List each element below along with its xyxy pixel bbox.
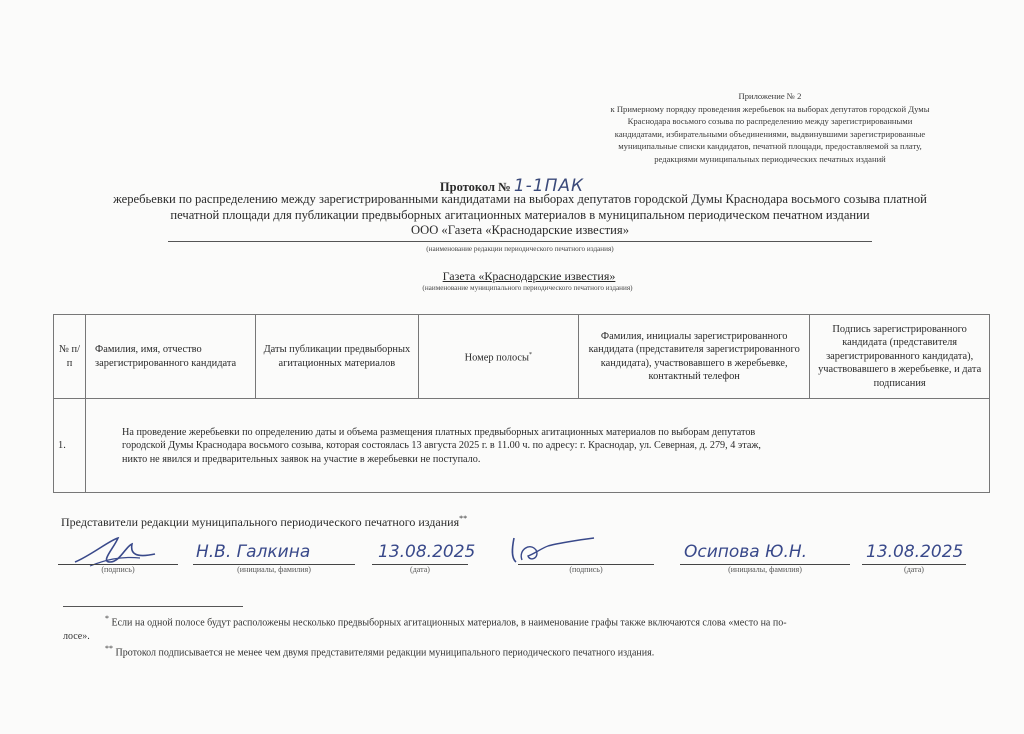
footnote-mark: ** — [459, 514, 468, 523]
distribution-table — [53, 314, 990, 493]
editorial-underline — [168, 241, 872, 242]
row-text-line: городской Думы Краснодара восьмого созыва, которая состоялась 13 августа 2025 г. в 11.00 ч. по адресу: г. Краснодар, ул. Северная, д. 279, 4 этаж, — [122, 440, 761, 452]
row-text — [86, 399, 990, 493]
signature-caption: (подпись) — [569, 565, 603, 574]
footnote-divider — [63, 606, 243, 607]
header-cell-page-text: Номер полосы — [464, 351, 529, 363]
representatives-label — [61, 514, 467, 530]
row-text-line: На проведение жеребьевки по определению даты и объема размещения платных предвыборных агитационных материалов по выборам депутатов — [122, 426, 756, 438]
appendix-line: редакциями муниципальных периодических печатных изданий — [654, 153, 886, 164]
representatives-label-text: Представители редакции муниципального периодического печатного издания — [61, 515, 460, 529]
footnote-1-text: Если на одной полосе будут расположены несколько предвыборных агитационных материалов, в наименование графы также включаются слова «место на по- — [111, 617, 787, 629]
subtitle-line: печатной площади для публикации предвыборных агитационных материалов в муниципальном периодическом печатном издании — [170, 207, 870, 222]
signer-name-handwritten: Н.В. Галкина — [196, 542, 311, 562]
date-caption: (дата) — [410, 565, 430, 574]
header-cell-name-text: Фамилия, имя, отчество зарегистрированного кандидата — [95, 344, 237, 369]
footnote-1-line — [63, 612, 983, 630]
editorial-name: ООО «Газета «Краснодарские известия» — [411, 223, 629, 237]
date-caption: (дата) — [904, 565, 924, 574]
appendix-line: муниципальные списки кандидатов, печатной площади, предоставляемой за плату, — [618, 141, 922, 152]
appendix-line: кандидатами, избирательными объединениями, выдвинувшими зарегистрированные — [614, 128, 926, 139]
footnote-1 — [63, 612, 983, 644]
footnote-2 — [105, 642, 985, 660]
signer-name-handwritten: Осипова Ю.Н. — [684, 542, 808, 562]
protocol-title-text: Протокол № — [439, 180, 511, 194]
footnote-1-text-cont: лосе». — [63, 631, 90, 643]
appendix-header — [560, 90, 980, 166]
header-cell-num: № п/п — [54, 315, 86, 399]
row-text-line: никто не явился и предварительных заявок на участие в жеребьевки не поступало. — [122, 453, 481, 465]
footnote-2-text: Протокол подписывается не менее чем двумя представителями редакции муниципального периодического печатного издания. — [115, 647, 655, 659]
name-caption: (инициалы, фамилия) — [237, 565, 311, 574]
editorial-caption: (наименование редакции периодического печатного издания) — [426, 245, 614, 253]
appendix-line: к Примерному порядку проведения жеребьевок на выборах депутатов городской Думы — [610, 103, 930, 114]
appendix-line: Краснодара восьмого созыва по распределению между зарегистрированными — [627, 116, 913, 127]
sign-date-handwritten: 13.08.2025 — [866, 542, 964, 562]
header-cell-page — [418, 315, 579, 399]
table-row — [54, 399, 990, 493]
signature-caption: (подпись) — [101, 565, 135, 574]
footnote-mark: * — [529, 351, 532, 358]
row-number: 1. — [54, 399, 86, 493]
appendix-line: Приложение № 2 — [738, 91, 802, 101]
publication-caption: (наименование муниципального периодического печатного издания) — [422, 284, 633, 292]
signature-image — [508, 534, 598, 568]
publication-title: Газета «Краснодарские известия» — [442, 269, 616, 283]
publication-name — [0, 269, 1024, 284]
table-header-row — [54, 315, 990, 399]
sign-date-handwritten: 13.08.2025 — [378, 542, 476, 562]
name-caption: (инициалы, фамилия) — [728, 565, 802, 574]
header-cell-participant: Фамилия, инициалы зарегистрированного кандидата (представителя зарегистрированного кандидата), участвовавшего в жеребьевке, контактный телефон — [579, 315, 810, 399]
signature-row — [0, 542, 1024, 582]
header-cell-signature: Подпись зарегистрированного кандидата (представителя зарегистрированного кандидата), участвовавшего в жеребьевке, и дата подписания — [810, 315, 990, 399]
footnote-mark: ** — [105, 644, 113, 653]
header-cell-name — [86, 315, 256, 399]
footnote-mark: * — [105, 614, 109, 623]
protocol-subtitle — [40, 192, 1000, 239]
subtitle-line: жеребьевки по распределению между зарегистрированными кандидатами на выборах депутатов городской Думы Краснодара восьмого созыва платной — [113, 192, 927, 206]
header-cell-dates: Даты публикации предвыборных агитационных материалов — [256, 315, 418, 399]
protocol-number-handwritten: 1-1ПАК — [513, 176, 585, 196]
